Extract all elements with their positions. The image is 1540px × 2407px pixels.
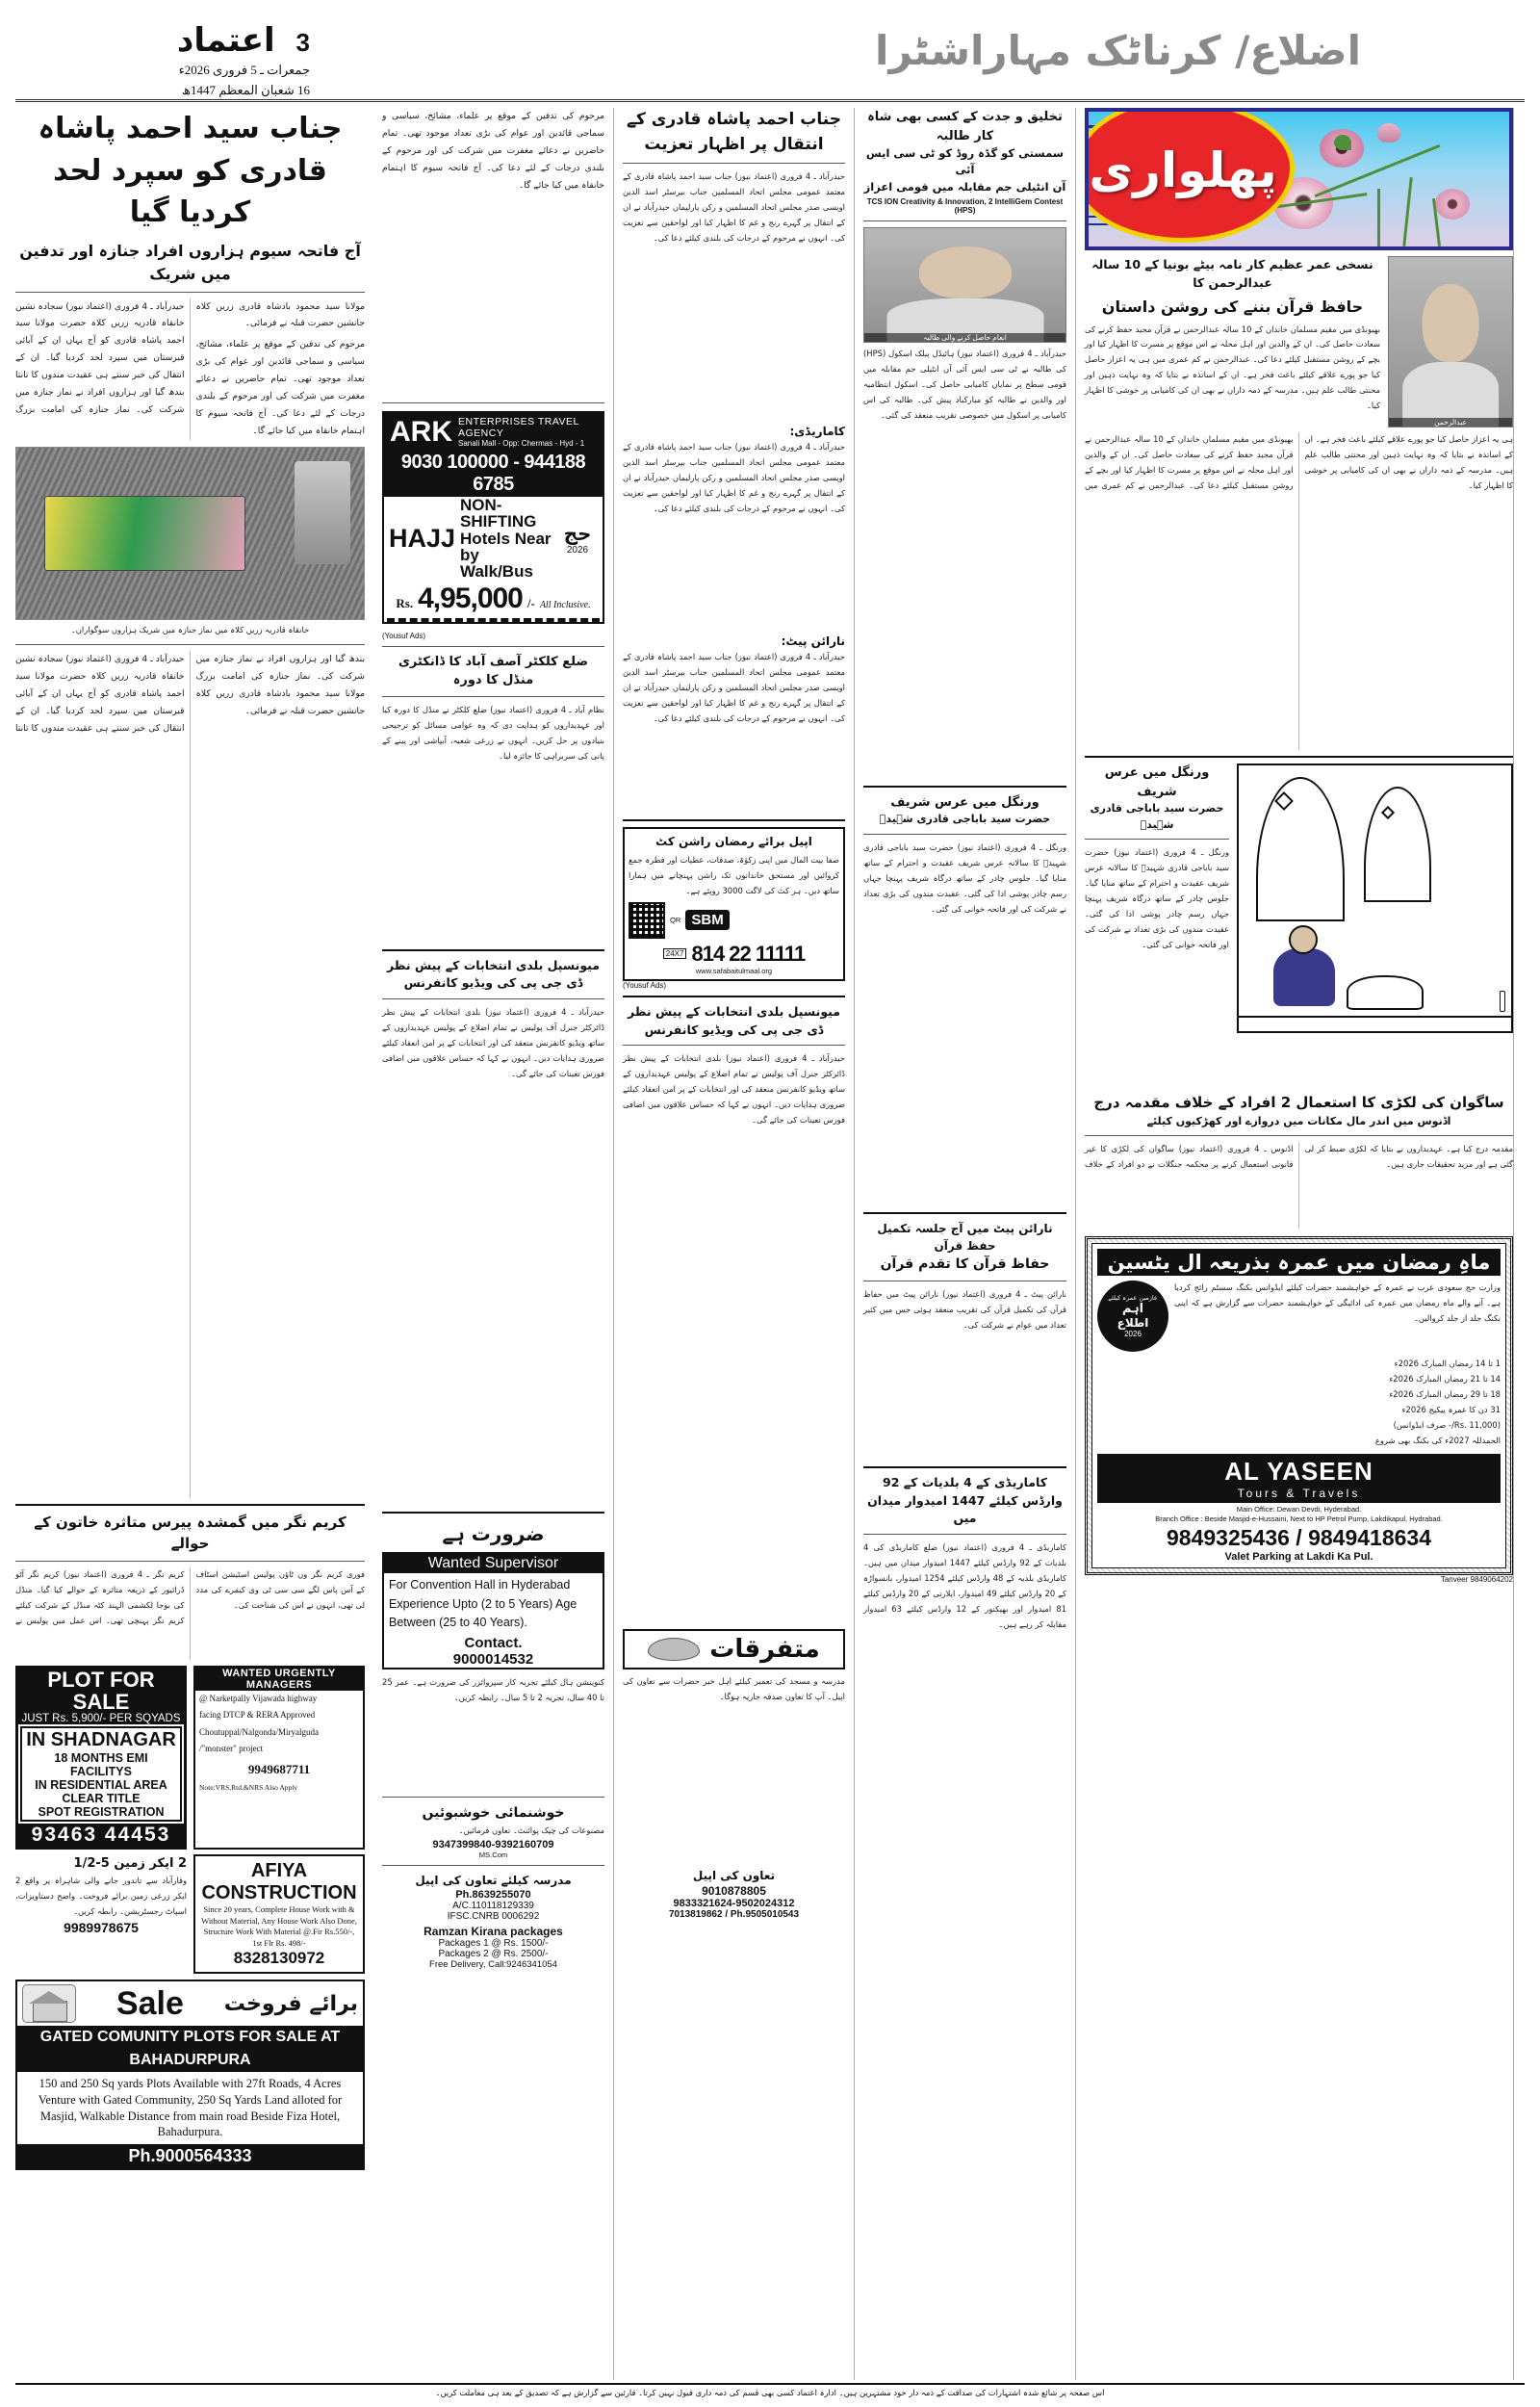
supervisor-phone[interactable]: 9000014532: [452, 1651, 534, 1669]
quran-headline: حفاظ قرآن کا تقدم قرآن: [880, 1255, 1050, 1272]
yaseen-ahem-2: اہم: [1121, 1302, 1144, 1316]
supervisor-title: Wanted Supervisor: [384, 1554, 603, 1573]
masthead-date-hijri: 16 شعبان المعظم 1447ھ: [181, 82, 310, 97]
quran-subheadline: نارائن پیٹ میں آج جلسہ تکمیل حفظ قرآن: [877, 1221, 1053, 1253]
ark-dashed-divider: [387, 618, 600, 622]
ark-address: Sanali Mall - Opp: Chermas - Hyd - 1: [458, 439, 585, 448]
masthead: [15, 13, 1525, 102]
footer-disclaimer: اس صفحہ پر شائع شدہ اشتہارات کی صداقت کے ذمہ دار خود مشتہرین ہیں۔ ادارہ اعتماد کسی بھی قسم کی ذمہ داری قبول نہیں کرتا۔ قارئین سے گزارش ہے کہ تصدیق کے بعد ہی معاملت کریں۔: [435, 2388, 1105, 2397]
sangaon-headline: ساگوان کی لکڑی کا استعمال 2 افراد کے خلاف مقدمہ درج: [1093, 1094, 1504, 1111]
hafiz-body-columns: [1085, 432, 1513, 750]
divider: [382, 949, 604, 951]
leaf-icon: [1334, 135, 1351, 150]
video-headline-c: میونسپل بلدی انتخابات کے پیش نظر ڈی جی پی کی ویڈیو کانفرنس: [627, 1003, 841, 1037]
hps-photo-caption: انعام حاصل کرنے والی طالبہ: [864, 333, 1065, 342]
plot-ad-phone[interactable]: 93463 44453: [18, 1824, 184, 1847]
afiya-line1: Since 20 years, Complete House Work with &: [203, 1904, 355, 1915]
taawun-phone1[interactable]: 9010878805: [702, 1884, 766, 1899]
ramzan-delivery: Free Delivery, Call:9246341054: [429, 1959, 557, 1971]
divider: [15, 292, 365, 293]
praying-figure: [1273, 948, 1335, 1006]
afiya-line3: Structure Work With Material @.Fir Rs.550/-,: [203, 1927, 355, 1937]
sale-ad-header: [17, 1981, 363, 2026]
ark-hajj-year: 2026: [566, 544, 589, 556]
yaseen-inner: [1091, 1243, 1506, 1568]
mosque-illustration: [1237, 764, 1513, 1033]
divider: [623, 819, 845, 821]
khushnumai-body: مصنوعات کی چیک پوائنٹ۔ تعاون فرمائیں۔: [458, 1825, 604, 1836]
divider: [863, 1212, 1066, 1214]
yaseen-valet: Valet Parking at Lakdi Ka Pul.: [1224, 1550, 1373, 1563]
phulwari-burst: [1085, 108, 1295, 243]
sbm-logo: SBM: [685, 910, 729, 930]
qr-code-icon: [629, 902, 665, 939]
supervisor-body: For Convention Hall in Hyderabad Experience Upto (2 to 5 Years) Age Between (25 to 40 Years).: [389, 1578, 578, 1629]
taziyat-sub1: کاماریڈی:: [789, 425, 845, 438]
taziyat-sub2-body: حیدرآباد ـ 4 فروری (اعتماد نیوز) جناب سید احمد پاشاہ قادری کے معتمد عمومی مجلس اتحاد المسلمین جناب بیرسٹر اسد الدین اویسی صدر مجلس اتحاد المسلمین و رکن پارلیمان حیدرآباد نے ان کے انتقال پر گہرے رنج و غم کا اظہار کیا اور لواحقین سے تعزیت کی۔ انہوں نے مرحوم کے درجات کی بلندی کیلئے دعا کی۔: [623, 652, 845, 723]
divider: [1085, 756, 1513, 758]
land-ad-body: وقارآباد سے تاندور جانے والی شاہراہ پر واقع 2 ایکر زرعی زمین برائے فروخت۔ واضح دستاویزات، اسپاٹ رجسٹریشن۔ رابطہ کریں۔: [15, 1875, 187, 1916]
land-ad-title: 2 ایکر زمین 5-1/2: [73, 1856, 187, 1872]
ads-row-1: [15, 1666, 365, 1850]
page-footer: [15, 2383, 1525, 2397]
karimnagar-body-wrap: [15, 1567, 365, 1660]
hps-subline2: آن انٹیلی جم مقابلہ میں قومی اعزاز: [863, 179, 1066, 194]
divider: [382, 1797, 604, 1798]
taziyat-sub2: نارائن پیٹ:: [781, 634, 845, 648]
hafiz-body: بھیونڈی میں مقیم مسلمان خاندان کے 10 سالہ عبدالرحمن نے قرآن مجید حفظ کرنے کی سعادت حاصل کی۔ ان کے والدین اور اہل محلہ نے اس موقع پر مسرت کا اظہار کیا اور بچے کے روشن مستقبل کیلئے دعا کی۔ عبدالرحمن نے کم عمری میں ہی یہ اعزاز حاصل کیا جو پورے علاقے کیلئے باعث فخر ہے۔ ان کے اساتذہ نے بتایا کہ وہ نہایت ذہین اور محنتی طالب علم ہیں۔ مدرسہ کے ذمہ داران نے بھی ان کی کامیابی پر خوشی کا اظہار کیا۔: [1085, 434, 1513, 490]
gated-phone[interactable]: Ph.9000564333: [17, 2144, 363, 2168]
stem: [1377, 189, 1380, 246]
column-d: [855, 108, 1076, 2380]
ads-row-2: [15, 1854, 365, 1974]
ark-hajj-urdu: حج: [563, 521, 592, 545]
plot-ad-title: PLOT FOR SALE: [47, 1667, 155, 1715]
yaseen-point-3: 18 تا 29 رمضان المبارک 2026ء: [1389, 1388, 1501, 1399]
ark-phone[interactable]: 9030 100000 - 944188 6785: [384, 451, 603, 497]
taziyat-body: حیدرآباد ـ 4 فروری (اعتماد نیوز) جناب سید احمد پاشاہ قادری کے معتمد عمومی مجلس اتحاد المسلمین جناب بیرسٹر اسد الدین اویسی صدر مجلس اتحاد المسلمین و رکن پارلیمان حیدرآباد نے ان کے انتقال پر گہرے رنج و غم کا اظہار کیا اور لواحقین سے تعزیت کی۔ انہوں نے مرحوم کے درجات کی بلندی کیلئے دعا کی۔: [623, 171, 845, 243]
ark-price-row: [384, 581, 603, 617]
divider: [15, 644, 365, 645]
yaseen-phones[interactable]: 9849325436 / 9849418634: [1166, 1524, 1431, 1550]
ad-gated-community[interactable]: [15, 1980, 365, 2170]
ad-wanted-managers[interactable]: [193, 1666, 365, 1850]
zaroorat-title: ضرورت ہے: [442, 1522, 545, 1546]
wards-body: کاماریڈی ـ 4 فروری (اعتماد نیوز) ضلع کاماریڈی کی 4 بلدیات کے 92 وارڈس کیلئے 1447 امیدوار میدان میں ہیں۔ کاماریڈی بلدیہ کے 48 وارڈس کیلئے 1254 امیدوار، بانسواڑہ کے 20 وارڈس کیلئے 49 امیدوار، ایلارتی کے 20 وارڈس کیلئے 81 امیدوار اور بھیکنور کے 12 وارڈس کیلئے 63 امیدوار مقابلہ کر رہے ہیں۔: [863, 1542, 1067, 1629]
portrait-head: [918, 246, 1011, 298]
sangaon-body: اڈنوس ـ 4 فروری (اعتماد نیوز) ساگوان کی لکڑی کا غیر قانونی استعمال کرنے پر محکمہ جنگلات نے دو افراد کے خلاف مقدمہ درج کیا ہے۔ عہدیداروں نے بتایا کہ لکڑی ضبط کر لی گئی ہے اور مزید تحقیقات جاری ہیں۔: [1085, 1144, 1513, 1169]
hafiz-story-block: [1085, 256, 1513, 427]
portrait-head: [1423, 284, 1479, 362]
ark-header: [384, 413, 603, 451]
flower-icon: [1435, 189, 1470, 220]
lead-body-1: حیدرآباد ـ 4 فروری (اعتماد نیوز) سجادہ نشین خانقاہ قادریہ زریں کلاہ حضرت مولانا سید احمد پاشاہ قادری کو آج یہاں ان کے آبائی قبرستان میں سپرد لحد کردیا گیا۔ ان کے انتقال کی خبر سنتے ہی عقیدت مندوں کا تانتا بندھ گیا اور ہزاروں افراد نے نماز جنازہ میں شرکت کی۔ نماز جنازہ کی امامت بزرگ مولانا سید محمود بادشاہ قادری زریں کلاہ جانشین حضرت قبلہ نے فرمائی۔: [15, 300, 365, 416]
ramzan-pkg1: Packages 1 @ Rs. 1500/-: [438, 1938, 549, 1950]
column-e: [1076, 108, 1514, 2380]
sale-label-en: Sale: [116, 1984, 184, 2022]
plot-ad-price: JUST Rs. 5,900/- PER SQYADS: [21, 1713, 181, 1725]
lead-body-2: مرحوم کی تدفین کے موقع پر علماء، مشائخ، سیاسی و سماجی قائدین اور عوام کی بڑی تعداد موجود تھی۔ تمام حاضرین نے دعائے مغفرت میں شرکت کی اور مرحوم کے بلندی درجات کے لئے دعا کی۔ آج فاتحہ سیوم کا اہتمام خانقاہ میں کیا جائے گا۔: [195, 339, 365, 437]
madrasa-acc3: IFSC.CNRB 0006292: [447, 1911, 540, 1923]
urs-illustration-block: [1085, 764, 1513, 1086]
khushnumai-title: خوشنمائی خوشبوئیں: [422, 1805, 565, 1822]
mutafarriqat-title: متفرقات: [709, 1635, 820, 1665]
afiya-line2: Without Material, Any House Work Also Done,: [201, 1915, 357, 1926]
karimnagar-headline: کریم نگر میں گمشدہ پیرس متاثرہ خاتون کے حوالے: [34, 1513, 346, 1553]
video-headline: میونسپل بلدی انتخابات کے پیش نظر ڈی جی پی کی ویڈیو کانفرنس: [386, 957, 601, 991]
column-c: [614, 108, 855, 2380]
sbm-credit: (Yousuf Ads): [623, 980, 667, 990]
divider: [863, 220, 1066, 221]
divider: [863, 786, 1066, 788]
stem: [1402, 177, 1413, 246]
portrait-body: [1402, 362, 1499, 427]
photo-figure: [295, 461, 350, 564]
divider: [15, 1504, 365, 1506]
figure-head: [1289, 925, 1318, 954]
sangaon-body-wrap: [1085, 1142, 1513, 1229]
supervisor-contact-label: Contact.: [464, 1635, 523, 1652]
lead-photo: [15, 447, 365, 620]
hps-body: حیدرآباد ـ 4 فروری (اعتماد نیوز) ہائیڈل پبلک اسکول (HPS) کی طالبہ نے ٹی سی ایس آئی آن انٹیلی جم مقابلہ میں قومی سطح پر نمایاں کامیابی حاصل کی۔ اسکول انتظامیہ اور والدین نے طالبہ کو مبارکباد پیش کی۔ طالبہ کی اس کامیابی پر اسکول میں خصوصی تقریب منعقد کی گئی۔: [863, 348, 1066, 420]
urs-body-e: ورنگل ـ 4 فروری (اعتماد نیوز) حضرت سید باباجی قادری شہیدؒ کا سالانہ عرس شریف عقیدت و احترام کے ساتھ منایا گیا۔ جلوس چادر کے ساتھ درگاہ شریف پہنچا جہاں رسم چادر پوشی ادا کی گئی۔ عقیدت مندوں کی بڑی تعداد نے شرکت کی اور فاتحہ خوانی کی گئی۔: [1085, 847, 1229, 949]
lead-photo-caption: خانقاہ قادریہ زریں کلاہ میں نماز جنازہ میں شریک ہزاروں سوگواران۔: [70, 625, 310, 634]
yaseen-company-block: [1097, 1454, 1501, 1503]
yaseen-ahem-3: اطلاع: [1116, 1316, 1149, 1330]
ad-safa-baitulmaal[interactable]: [623, 827, 845, 981]
urs-subhead: حضرت سید باباجی قادری شہیدؒ: [879, 813, 1051, 826]
nizamabad-headline: ضلع کلکٹر آصف آباد کا ڈانکٹری منڈل کا دورہ: [398, 654, 589, 688]
afiya-title: AFIYA CONSTRUCTION: [201, 1860, 357, 1904]
ad-afiya-construction[interactable]: [193, 1854, 365, 1974]
publication-logo: [21, 21, 310, 60]
hafiz-photo-caption: عبدالرحمن: [1389, 418, 1512, 427]
plot-ad-line1: IN SHADNAGAR: [26, 1729, 176, 1751]
quran-body: نارائن پیٹ ـ 4 فروری (اعتماد نیوز) نارائن پیٹ میں حفاظ قرآن کی تکمیل قرآن کی تقریب منعقد ہوئی جس میں کثیر تعداد میں عوام نے شرکت کی۔: [863, 1288, 1066, 1330]
lead-body-columns: [15, 298, 365, 441]
yaseen-rs-note: (Rs. 11,000/- صرف ایڈوانس): [1393, 1419, 1501, 1430]
sbm-urdu-head: اپیل برائے رمضان راشن کٹ: [655, 835, 812, 848]
sale-label-ur: برائے فروخت: [223, 1991, 358, 2016]
column-lead: [15, 108, 373, 2380]
yaseen-ahem-1: عازمین عمرہ کیلئے: [1108, 1294, 1158, 1302]
yaseen-important-badge: [1097, 1281, 1168, 1352]
plot-ad-header: [18, 1669, 184, 1724]
ground-line: [1239, 1016, 1511, 1031]
divider: [382, 646, 604, 647]
divider: [863, 1534, 1066, 1535]
sbm-qr-row: [629, 902, 839, 939]
video-body: حیدرآباد ـ 4 فروری (اعتماد نیوز) بلدی انتخابات کے پیش نظر ڈائرکٹر جنرل آف پولیس نے تمام اضلاع کے پولیس عہدیداروں کے ساتھ ویڈیو کانفرنس منعقد کی اور انتخابات کے پر امن انعقاد کیلئے ضروری ہدایات دیں۔ انہوں نے کہا کہ حساس علاقوں میں اضافی فورس تعینات کی جائے گی۔: [382, 1007, 604, 1079]
ad-plot-for-sale[interactable]: [15, 1666, 187, 1850]
ramzan-pkg2: Packages 2 @ Rs. 2500/-: [438, 1949, 549, 1960]
ad-al-yaseen[interactable]: [1085, 1236, 1513, 1575]
gated-body: 150 and 250 Sq yards Plots Available with 27ft Roads, 4 Acres Venture with Gated Community, 250 Sq Yards Land alloted for Masjid, Walkable Distance from main road Beside Fiza Hotel, Bahadurpura.: [38, 2076, 343, 2139]
masthead-date-gregorian: جمعرات ـ 5 فروری 2026ء: [178, 63, 310, 77]
yaseen-year: 2026: [1124, 1330, 1142, 1338]
madrasa-acc1[interactable]: Ph.8639255070: [455, 1889, 531, 1902]
hafiz-body-top: بھیونڈی میں مقیم مسلمان خاندان کے 10 سالہ عبدالرحمن نے قرآن مجید حفظ کرنے کی سعادت حاصل کی۔ ان کے والدین اور اہل محلہ نے اس موقع پر مسرت کا اظہار کیا اور بچے کے روشن مستقبل کیلئے دعا کی۔ عبدالرحمن نے کم عمری میں ہی یہ اعزاز حاصل کیا جو پورے علاقے کیلئے باعث فخر ہے۔ ان کے اساتذہ نے بتایا کہ وہ نہایت ذہین اور محنتی طالب علم ہیں۔ مدرسہ کے ذمہ داران نے بھی ان کی کامیابی پر خوشی کا اظہار کیا۔: [1085, 324, 1380, 411]
lamp-icon: [1500, 991, 1505, 1012]
hps-subline: سمستی کو گڈہ روڈ کو ٹی سی ایس آئی: [865, 146, 1065, 177]
afiya-phone[interactable]: 8328130972: [233, 1949, 325, 1968]
afiya-line4: 1st Flr Rs. 498/-: [252, 1937, 306, 1948]
managers-ad-line4: /"monster" project: [199, 1744, 264, 1754]
land-ad-phone[interactable]: 9989978675: [64, 1919, 139, 1935]
flower-bud-icon: [1377, 123, 1400, 142]
madrasa-acc2: A/C.110118129339: [452, 1901, 534, 1912]
arch-shape: [1364, 787, 1431, 902]
khushnumai-extra: MS.Com: [478, 1851, 508, 1860]
yaseen-points: [1097, 1357, 1501, 1449]
divider: [382, 402, 604, 403]
page-number: 3: [295, 28, 310, 57]
managers-ad-title: WANTED URGENTLY MANAGERS: [195, 1668, 363, 1691]
yaseen-point-2: 14 تا 21 رمضان المبارک 2026ء: [1389, 1373, 1501, 1384]
masthead-left: [21, 21, 310, 100]
ark-inclusive: All Inclusive.: [539, 599, 591, 610]
hafiz-headline: حافظ قرآن بننے کی روشن داستان: [1101, 297, 1364, 316]
photo-coffin: [44, 496, 245, 571]
phulwari-label: پھلواری: [1089, 142, 1277, 198]
content-grid: [15, 108, 1525, 2380]
plot-ad-line4: CLEAR TITLE: [62, 1792, 141, 1806]
divider: [863, 1466, 1066, 1468]
managers-ad-phone[interactable]: 9949687711: [247, 1761, 311, 1776]
section-title: اضلاع/ کرناٹک مہاراشٹرا: [875, 27, 1361, 74]
plot-ad-line5: SPOT REGISTRATION: [38, 1805, 165, 1820]
divider: [382, 998, 604, 999]
yaseen-point-4: 31 دن کا عمرہ پیکیج 2026ء: [1401, 1404, 1501, 1414]
ark-price-amount: 4,95,000: [418, 582, 523, 614]
plot-ad-line2: 18 MONTHS EMI FACILITYS: [54, 1751, 148, 1779]
hps-student-photo: [863, 227, 1066, 343]
divider: [1085, 1135, 1513, 1136]
logo-text: اعتماد: [176, 21, 275, 60]
ark-hajj-label: HAJJ: [389, 523, 456, 553]
ad-wanted-supervisor[interactable]: [382, 1552, 604, 1669]
leaf-icon: [648, 1638, 700, 1661]
ark-hajj-row: [384, 497, 603, 581]
sbm-qr-label: QR: [670, 916, 681, 925]
sbm-website[interactable]: www.safabaitulmaal.org: [695, 966, 773, 975]
house-icon: [22, 1984, 76, 2023]
divider: [382, 1865, 604, 1866]
nizamabad-body: نظام آباد ـ 4 فروری (اعتماد نیوز) ضلع کلکٹر نے منڈل کا دورہ کیا اور عہدیداروں کو ہدایت دی کہ وہ عوامی مسائل کو ترجیحی بنیادوں پر حل کریں۔ انہوں نے زرعی شعبہ، آبپاشی اور پینے کے پانی کی سربراہی کا جائزہ لیا۔: [382, 704, 604, 761]
managers-ad-line1: @ Narketpally Vijawada highway: [199, 1693, 318, 1703]
urs-body: ورنگل ـ 4 فروری (اعتماد نیوز) حضرت سید باباجی قادری شہیدؒ کا سالانہ عرس شریف عقیدت و احترام کے ساتھ منایا گیا۔ جلوس چادر کے ساتھ درگاہ شریف پہنچا جہاں رسم چادر پوشی ادا کی گئی۔ عقیدت مندوں کی بڑی تعداد نے شرکت کی اور فاتحہ خوانی کی گئی۔: [863, 841, 1066, 914]
mutafarriqat-header: [623, 1629, 845, 1669]
gated-headline-1: GATED COMUNITY PLOTS FOR SALE AT: [17, 2026, 363, 2049]
divider: [623, 1045, 845, 1046]
arch-shape: [1256, 777, 1345, 921]
divider: [623, 163, 845, 164]
phulwari-badge: [1085, 108, 1295, 243]
ark-hotels: Hotels Near by Walk/Bus: [460, 529, 552, 582]
yaseen-body: وزارت حج سعودی عرب نے عمرہ کے خواہشمند حضرات کیلئے ایڈوانس بکنگ سسٹم رائج کردیا ہے۔ آنے والے ماہ رمضان میں عمرہ کی ادائیگی کے خواہشمند حضرات سے گزارش ہے کہ اپنی بکنگ جلد از جلد کروالیں۔: [1174, 1282, 1501, 1323]
yaseen-company-name: AL YASEEN: [1224, 1456, 1373, 1486]
yaseen-addr-2: Branch Office : Beside Masjid-e-Hussaini, Next to HP Petrol Pump, Lakdikapul, Hydrabad.: [1155, 1514, 1443, 1524]
phulwari-banner: [1085, 108, 1513, 250]
ark-nonshifting: NON-SHIFTING: [460, 496, 537, 531]
ark-rs-label: Rs.: [396, 595, 414, 610]
ark-credit: (Yousuf Ads): [382, 631, 426, 640]
lead-headline: جناب سید احمد پاشاہ قادری کو سپرد لحد کردیا گیا: [38, 112, 343, 229]
plot-ad-body: [20, 1726, 182, 1822]
video-body-c: حیدرآباد ـ 4 فروری (اعتماد نیوز) بلدی انتخابات کے پیش نظر ڈائرکٹر جنرل آف پولیس نے تمام اضلاع کے پولیس عہدیداروں کے ساتھ ویڈیو کانفرنس منعقد کی اور انتخابات کے پر امن انعقاد کیلئے ضروری ہدایات دیں۔ انہوں نے کہا کہ حساس علاقوں میں اضافی فورس تعینات کی جائے گی۔: [623, 1053, 845, 1126]
yaseen-banner-urdu: ماہِ رمضان میں عمرہ بذریعہ ال یٹسین: [1097, 1249, 1501, 1276]
taawun-phone2[interactable]: 9833321624-9502024312: [673, 1898, 795, 1910]
colb-text-top: مرحوم کی تدفین کے موقع پر علماء، مشائخ، سیاسی و سماجی قائدین اور عوام کی بڑی تعداد موجود تھی۔ تمام حاضرین نے دعائے مغفرت میں شرکت کی اور مرحوم کے بلندی درجات کے لئے دعا کی۔ آج فاتحہ سیوم کا اہتمام خانقاہ میں کیا جائے گا۔: [382, 111, 604, 191]
hps-headline: تخلیق و جدت کے کسی بھی شاہ کار طالبہ: [867, 110, 1063, 143]
ad-ark-travel[interactable]: [382, 411, 604, 624]
ark-enterprises: ENTERPRISES TRAVEL AGENCY: [458, 416, 579, 439]
sbm-number[interactable]: 814 22 11111: [691, 941, 806, 966]
zaroorat-body: کنوینشن ہال کیلئے تجربہ کار سپروائزر کی ضرورت ہے۔ عمر 25 تا 40 سال، تجربہ 2 تا 5 سال۔ رابطہ کریں۔: [382, 1677, 604, 1703]
managers-ad-line3: Choutuppal/Nalgonda/Miryalguda: [199, 1726, 319, 1737]
lead-body-continued: [15, 651, 365, 1498]
taawun-title: تعاون کی اپیل: [692, 1869, 776, 1883]
divider: [1085, 839, 1229, 840]
sangaon-subhead: اڈنوس میں اندر مال مکانات میں دروازے اور کھڑکیوں کیلئے: [1146, 1114, 1451, 1127]
hps-contest-en: TCS ION Creativity & Innovation, 2 IntelliGem Contest (HPS): [866, 196, 1064, 215]
managers-ad-note: Note:VRS,Rtd.&NRS Also Apply: [199, 1783, 298, 1793]
ad-land-urdu[interactable]: [15, 1854, 187, 1974]
yaseen-addr-1: Main Office: Dewan Devdi, Hyderabad.: [1236, 1504, 1362, 1514]
taawun-phone3[interactable]: 7013819862 / Ph.9505010543: [668, 1909, 800, 1921]
wards-headline: کاماریڈی کے 4 بلدیات کے 92 وارڈس کیلئے 1447 امیدوار میدان میں: [867, 1474, 1063, 1526]
prostrating-figure: [1347, 975, 1424, 1010]
yaseen-point-1: 1 تا 14 رمضان المبارک 2026ء: [1394, 1359, 1501, 1368]
taziyat-sub1-body: حیدرآباد ـ 4 فروری (اعتماد نیوز) جناب سید احمد پاشاہ قادری کے معتمد عمومی مجلس اتحاد المسلمین جناب بیرسٹر اسد الدین اویسی صدر مجلس اتحاد المسلمین و رکن پارلیمان حیدرآباد نے ان کے انتقال پر گہرے رنج و غم کا اظہار کیا اور لواحقین سے تعزیت کی۔ انہوں نے مرحوم کے درجات کی بلندی کیلئے دعا کی۔: [623, 442, 845, 513]
urs-headline-e: ورنگل میں عرس شریف: [1104, 765, 1210, 799]
karimnagar-body: کریم نگر ـ 4 فروری (اعتماد نیوز) کریم نگر آٹو ڈرائیور کے ذریعہ متاثرہ کے حوالے کیا گیا۔ منڈل کی بوجا لکشمی الہند کٹہ منڈل کے شرکت کیلئے کریم نگر پہنچی تھی۔ اس عمل میں پولیس نے فوری کریم نگر ون ٹاؤن پولیس اسٹیشن اسٹاف کے آس پاس لگے سی سی ٹی وی کیمرے کی مدد لی تھی، انہوں نے اس کی شناخت کی۔: [15, 1568, 365, 1625]
khushnumai-phone[interactable]: 9347399840-9392160709: [432, 1839, 554, 1851]
column-b: [373, 108, 614, 2380]
hafiz-photo: [1388, 256, 1513, 427]
madrasa-title: مدرسہ کیلئے تعاون کی اپیل: [415, 1874, 572, 1888]
ramzan-packages-title: Ramzan Kirana packages: [424, 1925, 563, 1939]
plot-ad-line3: IN RESIDENTIAL AREA: [35, 1778, 167, 1793]
yaseen-body-row: [1097, 1281, 1501, 1352]
lead-continued-text: حیدرآباد ـ 4 فروری (اعتماد نیوز) سجادہ نشین خانقاہ قادریہ زریں کلاہ حضرت مولانا سید احمد پاشاہ قادری کو آج یہاں ان کے آبائی قبرستان میں سپرد لحد کردیا گیا۔ ان کے انتقال کی خبر سنتے ہی عقیدت مندوں کا تانتا بندھ گیا اور ہزاروں افراد نے نماز جنازہ میں شرکت کی۔ نماز جنازہ کی امامت بزرگ مولانا سید محمود بادشاہ قادری زریں کلاہ جانشین حضرت قبلہ نے فرمائی۔: [15, 653, 365, 734]
managers-ad-line2: facing DTCP & RERA Approved: [199, 1710, 316, 1721]
hafiz-subline: نسخی عمر عظیم کار نامہ بیٹے بونیا کے 10 سالہ عبدالرحمن کا: [1091, 257, 1373, 290]
sbm-phone-row[interactable]: [629, 942, 839, 967]
yaseen-point-5: الحمدللہ 2027ء کی بکنگ بھی شروع: [1374, 1435, 1501, 1445]
sbm-urdu-body: صفا بیت المال میں اپنی زکوٰۃ، صدقات، عطیات اور فطرہ جمع کروائیں اور مستحق خاندانوں تک راشن پہنچانے میں ہمارا ساتھ دیں۔ ہر کٹ کی لاگت 3000 روپئے ہے۔: [629, 855, 839, 895]
divider: [382, 696, 604, 697]
yaseen-tours-label: Tours & Travels: [1237, 1486, 1361, 1500]
ark-price-suffix: /-: [526, 595, 535, 610]
yaseen-credit: Tanveer 9849064202: [1440, 1574, 1513, 1584]
urs-subhead-e: حضرت سید باباجی قادری شہیدؒ: [1090, 802, 1224, 831]
sbm-tollfree-label: 24X7: [663, 948, 687, 959]
divider: [382, 1512, 604, 1514]
taziyat-headline: جناب احمد پاشاہ قادری کے انتقال پر اظہار تعزیت: [627, 110, 841, 154]
gated-headline-2: BAHADURPURA: [17, 2049, 363, 2072]
divider: [863, 834, 1066, 835]
lead-subhead: آج فاتحہ سیوم ہزاروں افراد جنازہ اور تدفین میں شریک: [19, 241, 361, 283]
urs-headline: ورنگل میں عرس شریف: [890, 794, 1040, 810]
ark-logo: ARK: [390, 415, 452, 448]
divider: [15, 1561, 365, 1562]
taawun-body: مدرسہ و مسجد کی تعمیر کیلئے اہل خیر حضرات سے تعاون کی اپیل۔ آپ کا تعاون صدقہ جاریہ ہوگا۔: [623, 1676, 845, 1702]
divider: [623, 996, 845, 997]
